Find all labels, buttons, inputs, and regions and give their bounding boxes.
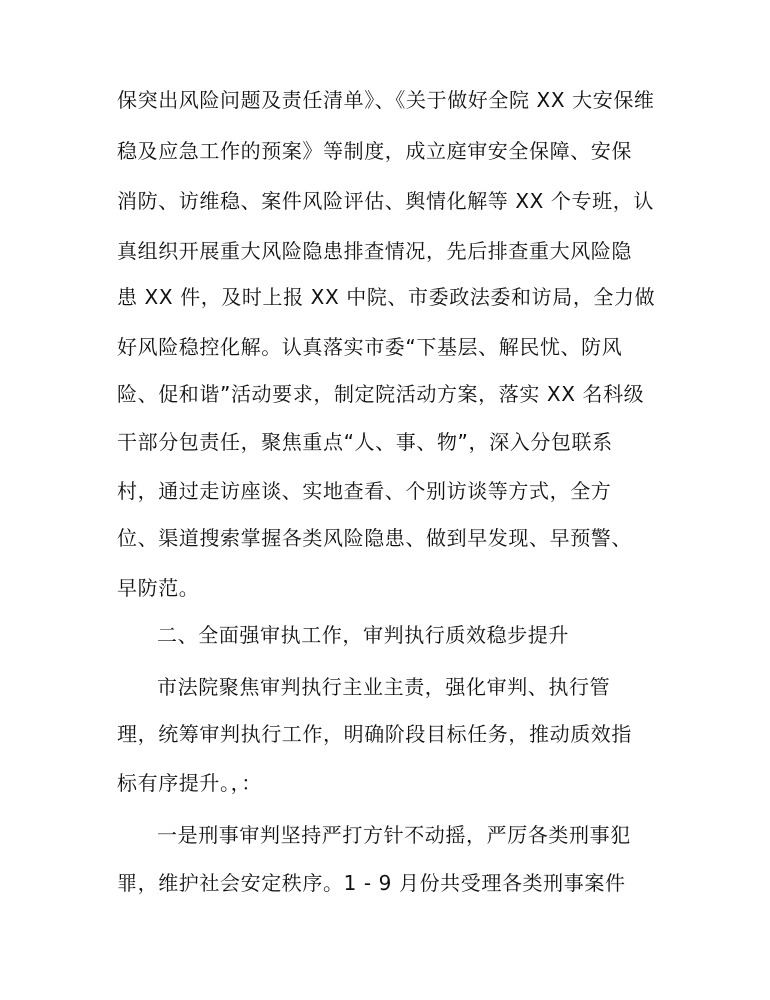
text-line: 消防、访维稳、案件风险评估、舆情化解等 XX 个专班，认 — [117, 189, 654, 213]
text-line: 患 XX 件，及时上报 XX 中院、市委政法委和访局，全力做 — [117, 285, 656, 309]
text-line: 真组织开展重大风险隐患排查情况，先后排查重大风险隐 — [117, 239, 632, 263]
text-line: 市法院聚焦审判执行主业主责，强化审判、执行管 — [157, 675, 611, 699]
text-line: 好风险稳控化解。认真落实市委“下基层、解民忧、防风 — [117, 335, 623, 359]
text-line: 早防范。 — [117, 576, 200, 600]
text-line: 罪，维护社会安定秩序。1 - 9 月份共受理各类刑事案件 — [117, 871, 626, 895]
text-line: 位、渠道搜索掌握各类风险隐患、做到早发现、早预警、 — [117, 526, 632, 550]
text-line: 干部分包责任，聚焦重点“人、事、物”，深入分包联系 — [117, 430, 613, 454]
text-line: 险、促和谐”活动要求，制定院活动方案，落实 XX 名科级 — [117, 382, 645, 406]
text-line: 保突出风险问题及责任清单》、《关于做好全院 XX 大安保维 — [117, 88, 655, 112]
text-line: 理，统筹审判执行工作，明确阶段目标任务，推动质效指 — [117, 722, 632, 746]
text-line: 标有序提升。，： — [117, 771, 262, 795]
section-heading: 二、全面强审执工作，审判执行质效稳步提升 — [157, 623, 569, 647]
text-line: 稳及应急工作的预案》等制度，成立庭审安全保障、安保 — [117, 139, 632, 163]
text-line: 一是刑事审判坚持严打方针不动摇，严厉各类刑事犯 — [157, 823, 631, 847]
text-line: 村，通过走访座谈、实地查看、个别访谈等方式，全方 — [117, 479, 612, 503]
